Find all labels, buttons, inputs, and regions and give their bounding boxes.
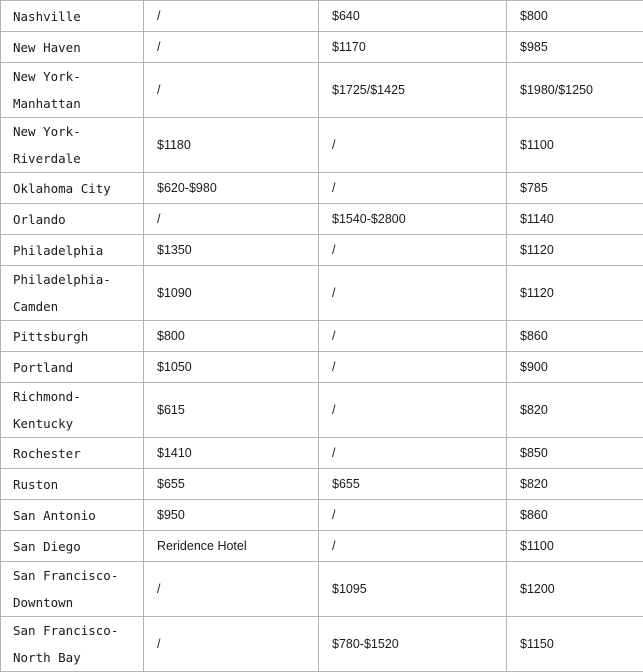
rate-cell-col4: $820: [507, 383, 643, 438]
table-row: [1, 383, 643, 438]
table-row: [1, 63, 643, 118]
rate-cell-col4: $985: [507, 32, 643, 63]
table-row: [1, 235, 643, 266]
city-cell: Richmond-Kentucky: [1, 383, 144, 438]
rate-cell-col3: $780-$1520: [319, 617, 507, 672]
rate-cell-col4: $1150: [507, 617, 643, 672]
city-cell: New York-Riverdale: [1, 118, 144, 173]
rate-cell-col4: $860: [507, 500, 643, 531]
rate-cell-col4: $1120: [507, 266, 643, 321]
rate-cell-col2: Reridence Hotel: [144, 531, 319, 562]
rate-cell-col2: $655: [144, 469, 319, 500]
rate-cell-col2: $615: [144, 383, 319, 438]
table-body: [1, 1, 643, 672]
table-row: [1, 531, 643, 562]
rate-cell-col4: $820: [507, 469, 643, 500]
table-row: [1, 321, 643, 352]
rate-cell-col3: $1095: [319, 562, 507, 617]
rate-cell-col2: /: [144, 204, 319, 235]
rate-cell-col2: $1350: [144, 235, 319, 266]
rate-cell-col4: $800: [507, 1, 643, 32]
rate-cell-col2: $1050: [144, 352, 319, 383]
rate-cell-col4: $900: [507, 352, 643, 383]
rate-cell-col2: /: [144, 63, 319, 118]
table-row: [1, 118, 643, 173]
table-row: [1, 266, 643, 321]
rate-cell-col3: /: [319, 173, 507, 204]
table-row: [1, 500, 643, 531]
rate-cell-col4: $1140: [507, 204, 643, 235]
rate-cell-col3: /: [319, 438, 507, 469]
city-cell: Philadelphia: [1, 235, 144, 266]
city-cell: Oklahoma City: [1, 173, 144, 204]
rate-cell-col2: /: [144, 562, 319, 617]
rate-cell-col3: $1170: [319, 32, 507, 63]
rate-cell-col3: $640: [319, 1, 507, 32]
rate-cell-col2: $620-$980: [144, 173, 319, 204]
city-cell: Orlando: [1, 204, 144, 235]
rate-cell-col2: /: [144, 1, 319, 32]
rate-cell-col4: $1980/$1250: [507, 63, 643, 118]
rate-cell-col3: $1725/$1425: [319, 63, 507, 118]
rate-cell-col3: /: [319, 531, 507, 562]
rate-cell-col4: $1120: [507, 235, 643, 266]
city-cell: San Antonio: [1, 500, 144, 531]
table-row: [1, 469, 643, 500]
rate-cell-col2: $950: [144, 500, 319, 531]
table-row: [1, 32, 643, 63]
rate-cell-col2: $1410: [144, 438, 319, 469]
city-cell: San Francisco-Downtown: [1, 562, 144, 617]
rate-cell-col3: /: [319, 352, 507, 383]
city-cell: Portland: [1, 352, 144, 383]
rate-cell-col4: $850: [507, 438, 643, 469]
city-cell: San Francisco-North Bay: [1, 617, 144, 672]
city-cell: Rochester: [1, 438, 144, 469]
rate-cell-col4: $1100: [507, 531, 643, 562]
table-row: [1, 173, 643, 204]
rate-cell-col3: $1540-$2800: [319, 204, 507, 235]
city-cell: Philadelphia-Camden: [1, 266, 144, 321]
table-row: [1, 1, 643, 32]
table-row: [1, 352, 643, 383]
city-cell: Ruston: [1, 469, 144, 500]
rate-cell-col4: $1100: [507, 118, 643, 173]
rate-cell-col2: $1180: [144, 118, 319, 173]
rate-cell-col2: $1090: [144, 266, 319, 321]
city-cell: San Diego: [1, 531, 144, 562]
rate-cell-col3: /: [319, 118, 507, 173]
rate-cell-col4: $1200: [507, 562, 643, 617]
table-row: [1, 438, 643, 469]
rate-cell-col2: /: [144, 32, 319, 63]
rate-cell-col3: /: [319, 321, 507, 352]
table-row: [1, 562, 643, 617]
rate-cell-col3: /: [319, 500, 507, 531]
table-row: [1, 204, 643, 235]
city-cell: New York-Manhattan: [1, 63, 144, 118]
city-cell: Pittsburgh: [1, 321, 144, 352]
city-cell: New Haven: [1, 32, 144, 63]
rate-cell-col3: /: [319, 266, 507, 321]
rate-cell-col2: /: [144, 617, 319, 672]
rate-cell-col3: /: [319, 383, 507, 438]
rate-cell-col4: $860: [507, 321, 643, 352]
rate-cell-col3: /: [319, 235, 507, 266]
table-row: [1, 617, 643, 672]
rate-cell-col3: $655: [319, 469, 507, 500]
city-cell: Nashville: [1, 1, 144, 32]
rate-cell-col2: $800: [144, 321, 319, 352]
rate-cell-col4: $785: [507, 173, 643, 204]
